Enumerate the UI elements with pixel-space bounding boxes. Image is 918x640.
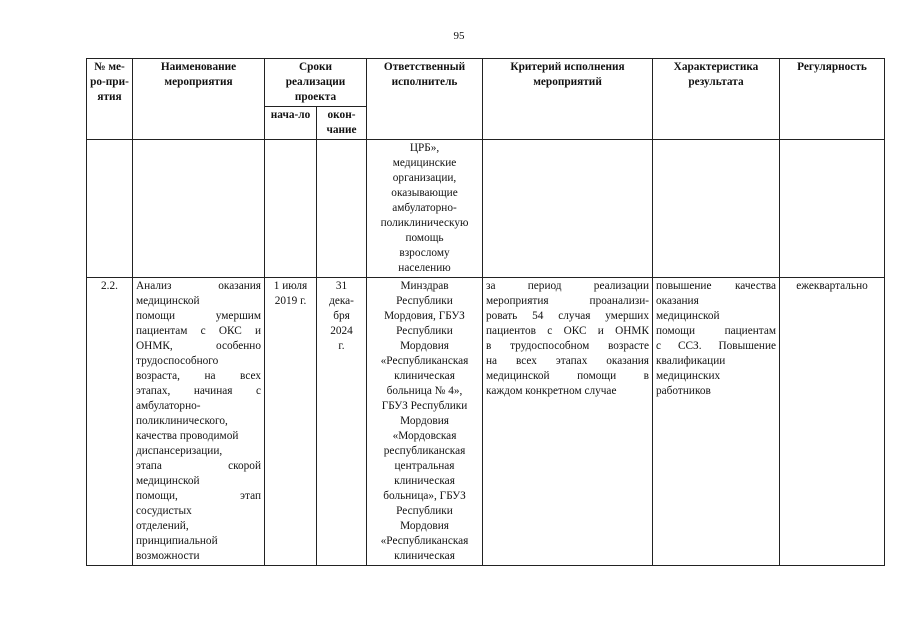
header-responsible: Ответственный исполнитель: [367, 59, 483, 140]
page-number: 95: [453, 30, 465, 42]
cell-name: Анализ оказания медицинской помощи умершим пациентам с ОКС и ОНМК, особенно трудоспособного возраста, на всех этапах, начиная с амбулаторно- поликлинического, качества проводимой диспансеризации, этапа скорой медицинской помощи, этап сосудистых отделений, принципиальной возможности: [133, 278, 265, 566]
header-terms: Сроки реализации проекта: [265, 59, 367, 107]
cell-result: повышение качества оказания медицинской помощи пациентам с ССЗ. Повышение квалификации медицинских работников: [653, 278, 780, 566]
header-number: № ме-ро-при-ятия: [87, 59, 133, 140]
cell-end: 31 дека- бря 2024 г.: [317, 278, 367, 566]
cell-regularity: ежеквартально: [780, 278, 885, 566]
cell-criteria: за период реализации мероприятия проанализи- ровать 54 случая умерших пациентов с ОКС и ОНМК в трудоспособном возрасте на всех этапах оказания медицинской помощи в каждом конкретном случае: [483, 278, 653, 566]
header-name: Наименование мероприятия: [133, 59, 265, 140]
cell-responsible-continued: ЦРБ», медицинские организации, оказывающие амбулаторно- поликлиническую помощь взрослому населению: [367, 140, 483, 278]
header-criteria: Критерий исполнения мероприятий: [483, 59, 653, 140]
table-row: [87, 278, 885, 566]
header-start: нача-ло: [265, 107, 317, 140]
table-row: [87, 140, 885, 278]
header-regularity: Регулярность: [780, 59, 885, 140]
header-end: окон-чание: [317, 107, 367, 140]
measures-table: [86, 58, 885, 566]
cell-responsible: Минздрав Республики Мордовия, ГБУЗ Республики Мордовия «Республиканская клиническая больница № 4», ГБУЗ Республики Мордовия «Мордовская республиканская центральная клиническая больница», ГБУЗ Республики Мордовия «Республиканская клиническая: [367, 278, 483, 566]
cell-number: 2.2.: [87, 278, 133, 566]
cell-start: 1 июля 2019 г.: [265, 278, 317, 566]
header-result: Характеристика результата: [653, 59, 780, 140]
